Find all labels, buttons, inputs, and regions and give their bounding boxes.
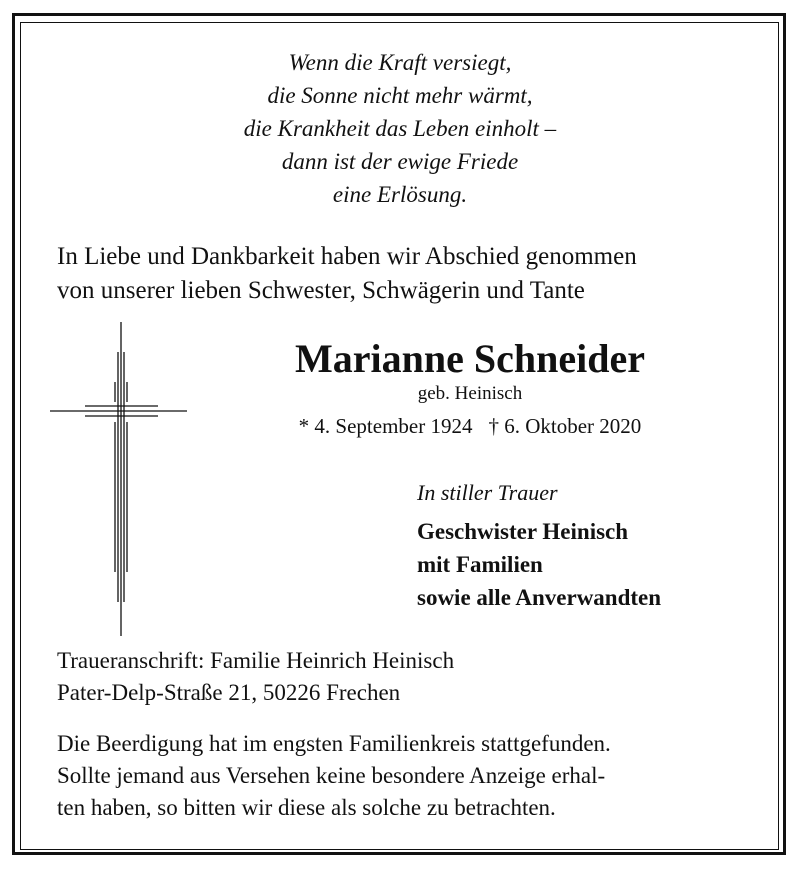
mourner-line: Geschwister Heinisch <box>417 519 629 544</box>
intro-line: von unserer lieben Schwester, Schwägerin und Tante <box>57 277 585 304</box>
mourning-label: In stiller Trauer <box>417 480 558 505</box>
birth-name: geb. Heinisch <box>417 383 523 404</box>
mourner-line: sowie alle Anverwandten <box>417 585 662 610</box>
mourner-line: mit Familien <box>417 552 543 577</box>
funeral-line: ten haben, so bitten wir diese als solche zu betrachten. <box>57 795 556 820</box>
cross-icon <box>50 322 190 636</box>
funeral-line: Die Beerdigung hat im engsten Familienkreis stattgefunden. <box>57 731 611 756</box>
poem-line: dann ist der ewige Friede <box>281 149 519 174</box>
address-line: Pater-Delp-Straße 21, 50226 Frechen <box>57 680 401 705</box>
intro-line: In Liebe und Dankbarkeit haben wir Abschied genommen <box>57 243 637 270</box>
poem-line: die Krankheit das Leben einholt – <box>243 116 557 141</box>
poem-line: eine Erlösung. <box>332 182 468 207</box>
mourning-address <box>57 645 757 709</box>
life-dates <box>200 412 740 440</box>
poem <box>100 46 700 211</box>
deceased-name: Marianne Schneider <box>295 336 645 381</box>
intro-text <box>57 240 777 308</box>
poem-line: Wenn die Kraft versiegt, <box>288 50 512 75</box>
birth-date: * 4. September 1924 <box>298 414 473 438</box>
funeral-note <box>57 728 777 824</box>
address-line: Traueranschrift: Familie Heinrich Heinisch <box>57 648 455 673</box>
poem-line: die Sonne nicht mehr wärmt, <box>267 83 533 108</box>
death-date: † 6. Oktober 2020 <box>488 414 642 438</box>
mourners-block <box>417 478 777 614</box>
funeral-line: Sollte jemand aus Versehen keine besondere Anzeige erhal- <box>57 763 606 788</box>
